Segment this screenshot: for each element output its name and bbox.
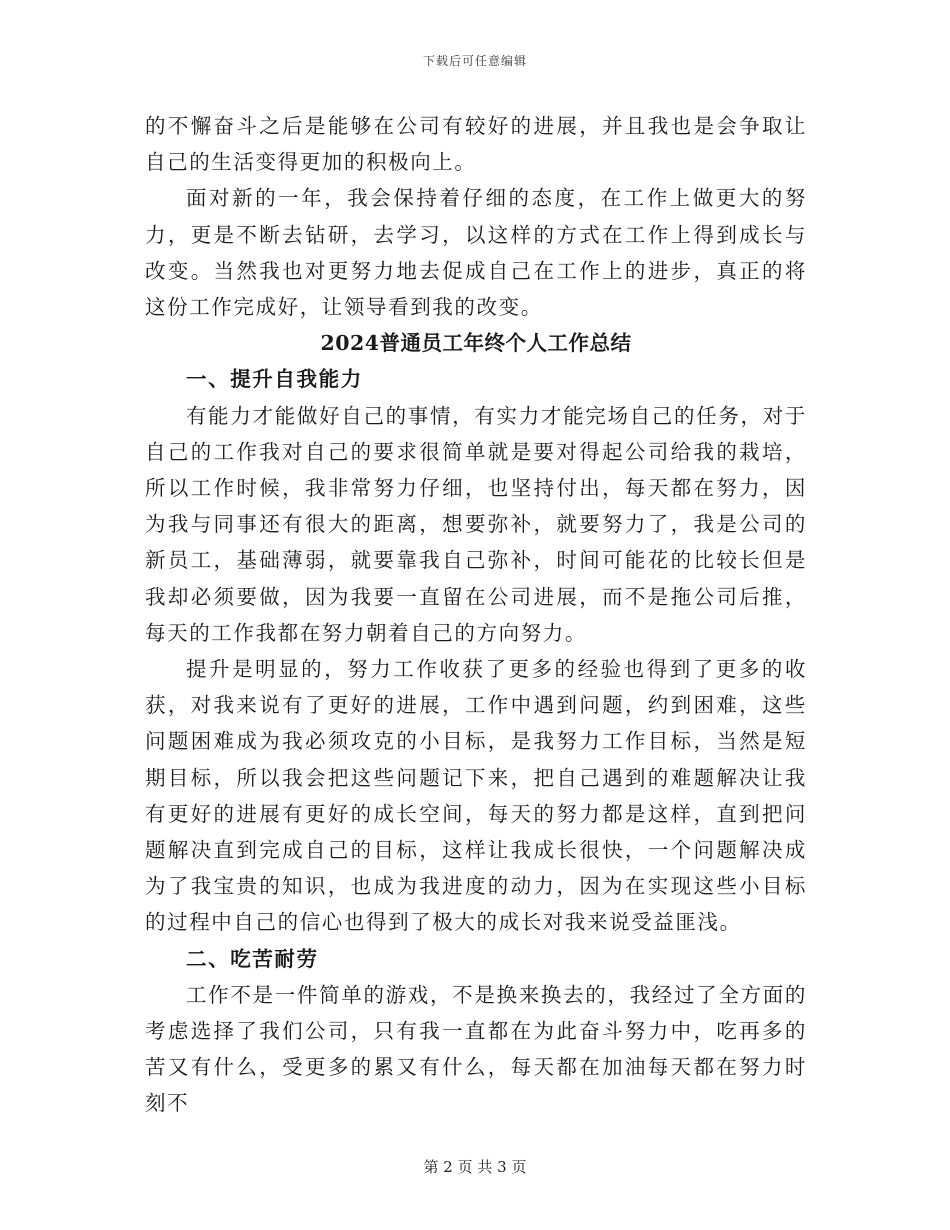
document-title: 2024普通员工年终个人工作总结 xyxy=(320,331,632,356)
paragraph-hardwork: 工作不是一件简单的游戏，不是换来换去的，我经过了全方面的考虑选择了我们公司，只有我一直都在为此奋斗努力中，吃再多的苦又有什么，受更多的累又有什么，每天都在加油每天都在努力时刻不 xyxy=(145,982,807,1116)
section-heading-2: 二、吃苦耐劳 xyxy=(186,946,319,971)
paragraph-improvement: 提升是明显的，努力工作收获了更多的经验也得到了更多的收获，对我来说有了更好的进展，工作中遇到问题，约到困难，这些问题困难成为我必须攻克的小目标，是我努力工作目标，当然是短期目标，所以我会把这些问题记下来，把自己遇到的难题解决让我有更好的进展有更好的成长空间，每天的努力都是这样，直到把问题解决直到完成自己的目标，这样让我成长很快，一个问题解决成为了我宝贵的知识，也成为我进度的动力，因为在实现这些小目标的过程中自己的信心也得到了极大的成长对我来说受益匪浅。 xyxy=(145,657,807,935)
page-number-footer: 第 2 页 共 3 页 xyxy=(423,1158,527,1176)
section-heading-1: 一、提升自我能力 xyxy=(186,367,363,392)
paragraph-ability: 有能力才能做好自己的事情，有实力才能完场自己的任务，对于自己的工作我对自己的要求很简单就是要对得起公司给我的栽培，所以工作时候，我非常努力仔细，也坚持付出，每天都在努力，因为我与同事还有很大的距离，想要弥补，就要努力了，我是公司的新员工，基础薄弱，就要靠我自己弥补，时间可能花的比较长但是我却必须要做，因为我要一直留在公司进展，而不是拖公司后推，每天的工作我都在努力朝着自己的方向努力。 xyxy=(145,403,807,645)
paragraph-new-year: 面对新的一年，我会保持着仔细的态度，在工作上做更大的努力，更是不断去钻研，去学习，以这样的方式在工作上得到成长与改变。当然我也对更努力地去促成自己在工作上的进步，真正的将这份工作完成好，让领导看到我的改变。 xyxy=(145,186,807,320)
page-header-note: 下载后可任意编辑 xyxy=(422,54,527,68)
document-body xyxy=(145,108,807,1122)
paragraph-continued: 的不懈奋斗之后是能够在公司有较好的进展，并且我也是会争取让自己的生活变得更加的积极向上。 xyxy=(145,114,807,175)
